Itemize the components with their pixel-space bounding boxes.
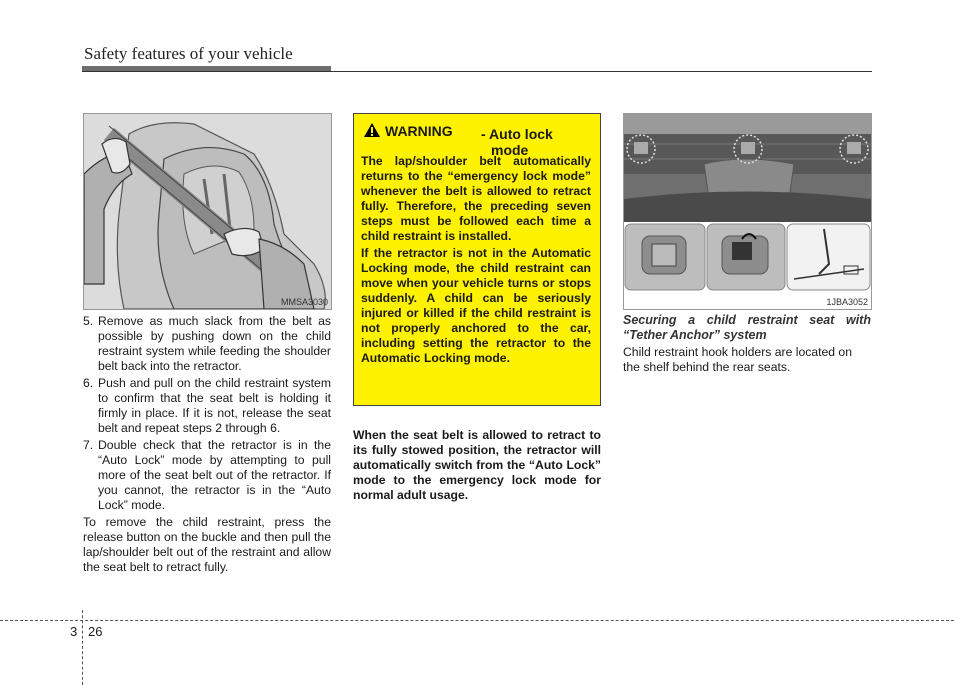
step-7: 7. Double check that the retractor is in the “Auto Lock” mode by attempting to pull more of the seat belt out of the retractor. If you cannot, the retractor is in the “Auto Lock” mode. <box>83 438 331 512</box>
warning-subtitle: - Auto lock mode <box>481 126 553 158</box>
warning-box <box>353 113 601 406</box>
figure-code: MMSA3030 <box>280 297 328 307</box>
header-rule <box>82 71 872 72</box>
removal-paragraph: To remove the child restraint, press the release button on the buckle and then pull the lap/shoulder belt out of the restraint and allow the seat belt to retract fully. <box>83 515 331 574</box>
figure-caption: Securing a child restraint seat with “Tether Anchor” system <box>623 313 871 342</box>
warning-header <box>361 122 591 158</box>
right-column <box>623 313 871 375</box>
section-title: Safety features of your vehicle <box>84 44 293 63</box>
hook-holder-paragraph: Child restraint hook holders are located on the shelf behind the rear seats. <box>623 345 852 374</box>
step-6: 6. Push and pull on the child restraint system to confirm that the seat belt is holding it firmly in place. If it is not, release the seat belt and repeat steps 2 through 6. <box>83 376 331 435</box>
section-number: 3 <box>70 624 78 639</box>
middle-column <box>353 428 601 503</box>
step-5: 5. Remove as much slack from the belt as possible by pushing down on the child restraint system while feeding the shoulder belt back into the retractor. <box>83 314 331 373</box>
page-number: 26 <box>88 624 103 639</box>
figure-tether-anchor <box>623 113 872 310</box>
auto-lock-paragraph: When the seat belt is allowed to retract to its fully stowed position, the retractor will automatically switch from the “Auto Lock” mode to the emergency lock mode for normal adult usage. <box>353 428 601 502</box>
warning-triangle-icon <box>363 122 381 138</box>
warning-label: WARNING <box>385 123 453 139</box>
warning-paragraph-2: If the retractor is not in the Automatic Locking mode, the child restraint can move when your vehicle turns or stops suddenly. A child can be seriously injured or killed if the child restraint is not properly anchored to the car, including setting the retractor to the Automatic Locking mode. <box>361 246 591 365</box>
child-seat-illustration <box>84 114 331 309</box>
figure-child-seat-belt <box>83 113 332 310</box>
footer-dashed-divider <box>82 610 83 685</box>
warning-paragraph-1: The lap/shoulder belt automatically returns to the “emergency lock mode” whenever the belt is allowed to retract fully. Therefore, the preceding seven steps must be followed each time a child restraint is installed. <box>361 154 591 243</box>
instruction-steps <box>83 314 331 513</box>
tether-anchor-illustration <box>624 114 871 309</box>
figure-code: 1JBA3052 <box>826 297 868 307</box>
footer-dashed-rule <box>0 620 954 621</box>
left-column <box>83 314 331 575</box>
